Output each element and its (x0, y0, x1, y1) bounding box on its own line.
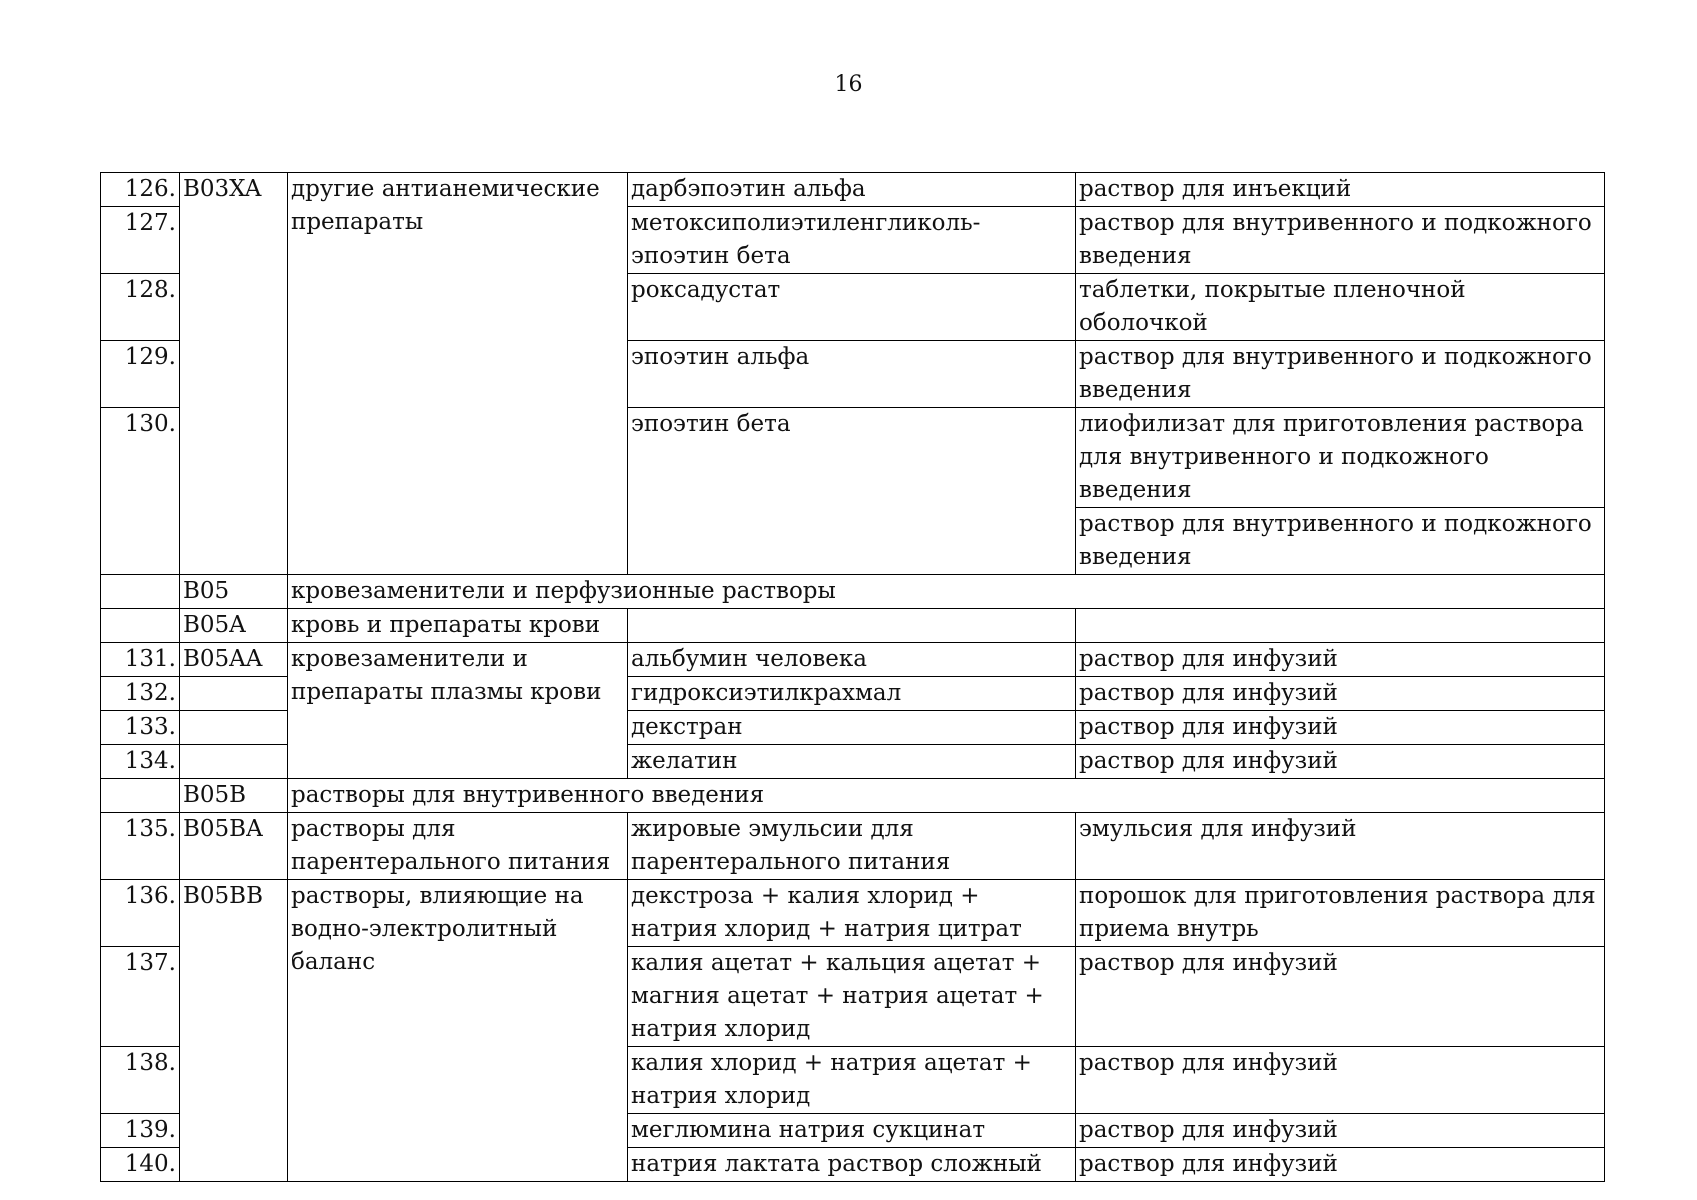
table-row (101, 813, 1605, 880)
group-name: кровезаменители и перфузионные растворы (288, 575, 1605, 609)
atc-code: B05AA (180, 643, 288, 677)
row-number: 136. (101, 880, 180, 947)
atc-code: B03XA (180, 173, 288, 575)
drug-name: эпоэтин бета (628, 408, 1076, 575)
row-number (101, 575, 180, 609)
row-number: 130. (101, 408, 180, 575)
dosage-form: раствор для внутривенного и подкожного введения (1076, 207, 1605, 274)
row-number: 140. (101, 1148, 180, 1182)
drug-name: калия ацетат + кальция ацетат + магния ацетат + натрия ацетат + натрия хлорид (628, 947, 1076, 1047)
drug-name: альбумин человека (628, 643, 1076, 677)
table-row (101, 575, 1605, 609)
drug-name: меглюмина натрия сукцинат (628, 1114, 1076, 1148)
atc-code (180, 745, 288, 779)
dosage-form (1076, 609, 1605, 643)
row-number: 134. (101, 745, 180, 779)
drug-name: желатин (628, 745, 1076, 779)
group-name: другие антианемические препараты (288, 173, 628, 575)
table-row (101, 609, 1605, 643)
atc-code: B05BA (180, 813, 288, 880)
row-number: 139. (101, 1114, 180, 1148)
dosage-form: таблетки, покрытые пленочной оболочкой (1076, 274, 1605, 341)
row-number: 133. (101, 711, 180, 745)
row-number: 137. (101, 947, 180, 1047)
row-number: 135. (101, 813, 180, 880)
dosage-form: раствор для инфузий (1076, 1047, 1605, 1114)
dosage-form: эмульсия для инфузий (1076, 813, 1605, 880)
row-number: 127. (101, 207, 180, 274)
row-number: 138. (101, 1047, 180, 1114)
group-name: растворы для парентерального питания (288, 813, 628, 880)
dosage-form: раствор для инфузий (1076, 947, 1605, 1047)
dosage-form: раствор для инфузий (1076, 1114, 1605, 1148)
row-number (101, 779, 180, 813)
drug-table (100, 172, 1605, 1182)
group-name: кровезаменители и препараты плазмы крови (288, 643, 628, 779)
row-number: 129. (101, 341, 180, 408)
table-row (101, 880, 1605, 947)
page-number: 16 (834, 72, 863, 97)
atc-code (180, 711, 288, 745)
atc-code: B05A (180, 609, 288, 643)
row-number: 128. (101, 274, 180, 341)
group-name: растворы, влияющие на водно-электролитный баланс (288, 880, 628, 1182)
dosage-form: раствор для внутривенного и подкожного введения (1076, 341, 1605, 408)
drug-name: дарбэпоэтин альфа (628, 173, 1076, 207)
row-number (101, 609, 180, 643)
table-row (101, 173, 1605, 207)
atc-code: B05BB (180, 880, 288, 1182)
group-name: кровь и препараты крови (288, 609, 628, 643)
table-row (101, 643, 1605, 677)
dosage-form: раствор для инъекций (1076, 173, 1605, 207)
dosage-form: порошок для приготовления раствора для приема внутрь (1076, 880, 1605, 947)
atc-code: B05B (180, 779, 288, 813)
drug-name: декстран (628, 711, 1076, 745)
group-name: растворы для внутривенного введения (288, 779, 1605, 813)
dosage-form: раствор для внутривенного и подкожного введения (1076, 508, 1605, 575)
drug-name: калия хлорид + натрия ацетат + натрия хлорид (628, 1047, 1076, 1114)
dosage-form: раствор для инфузий (1076, 677, 1605, 711)
dosage-form: раствор для инфузий (1076, 745, 1605, 779)
table-row (101, 779, 1605, 813)
atc-code: B05 (180, 575, 288, 609)
drug-name (628, 609, 1076, 643)
dosage-form: раствор для инфузий (1076, 711, 1605, 745)
drug-name: метоксиполиэтиленгликоль-эпоэтин бета (628, 207, 1076, 274)
atc-code (180, 677, 288, 711)
row-number: 132. (101, 677, 180, 711)
drug-name: эпоэтин альфа (628, 341, 1076, 408)
drug-name: жировые эмульсии для парентерального питания (628, 813, 1076, 880)
dosage-form: раствор для инфузий (1076, 643, 1605, 677)
drug-name: декстроза + калия хлорид + натрия хлорид + натрия цитрат (628, 880, 1076, 947)
drug-name: натрия лактата раствор сложный (628, 1148, 1076, 1182)
drug-name: гидроксиэтилкрахмал (628, 677, 1076, 711)
row-number: 126. (101, 173, 180, 207)
row-number: 131. (101, 643, 180, 677)
dosage-form: лиофилизат для приготовления раствора для внутривенного и подкожного введения (1076, 408, 1605, 508)
drug-name: роксадустат (628, 274, 1076, 341)
dosage-form: раствор для инфузий (1076, 1148, 1605, 1182)
